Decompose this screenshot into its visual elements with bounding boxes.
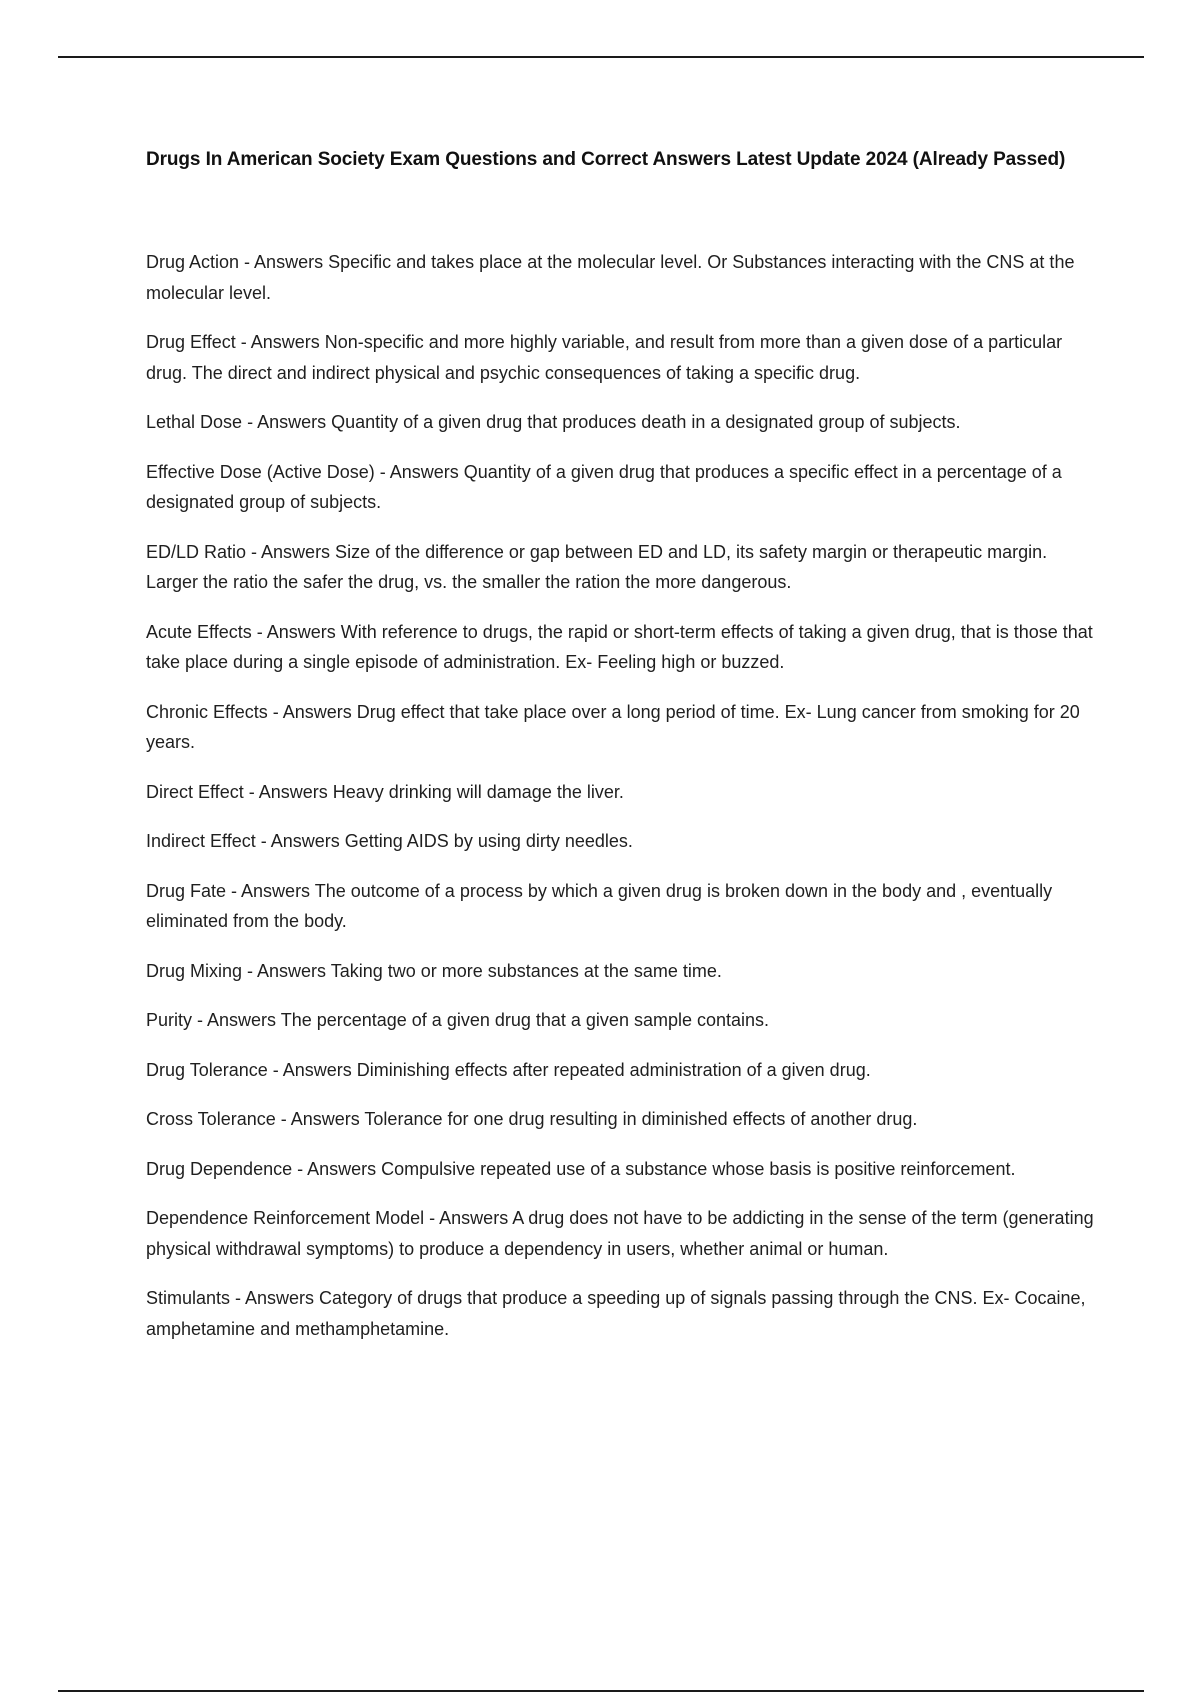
qa-item-drug-fate: Drug Fate - Answers The outcome of a process by which a given drug is broken down in the body and , eventually eliminated from the body.	[146, 880, 1053, 931]
document-body	[146, 146, 1098, 1363]
qa-item-lethal-dose: Lethal Dose - Answers Quantity of a given drug that produces death in a designated group of subjects.	[146, 412, 961, 432]
qa-item-purity: Purity - Answers The percentage of a given drug that a given sample contains.	[146, 1010, 770, 1030]
qa-item-effective-dose: Effective Dose (Active Dose) - Answers Quantity of a given drug that produces a specific effect in a percentage of a designated group of subjects.	[146, 461, 1062, 512]
qa-item-drug-dependence: Drug Dependence - Answers Compulsive repeated use of a substance whose basis is positive reinforcement.	[146, 1158, 1016, 1179]
qa-item-acute-effects: Acute Effects - Answers With reference to drugs, the rapid or short-term effects of taking a given drug, that is those that take place during a single episode of administration. Ex- Feeling high or buzzed.	[146, 621, 1093, 672]
footer-rule	[58, 1690, 1144, 1692]
qa-item-drug-effect: Drug Effect - Answers Non-specific and more highly variable, and result from more than a given dose of a particular drug. The direct and indirect physical and psychic consequences of taking a specific drug.	[146, 332, 1063, 383]
document-title: Drugs In American Society Exam Questions and Correct Answers Latest Update 2024 (Already Passed)	[146, 149, 1066, 170]
qa-list	[146, 247, 1098, 1344]
qa-item-chronic-effects: Chronic Effects - Answers Drug effect that take place over a long period of time. Ex- Lung cancer from smoking for 20 years.	[146, 701, 1080, 752]
qa-item-dependence-reinforcement-model: Dependence Reinforcement Model - Answers A drug does not have to be addicting in the sense of the term (generating physical withdrawal symptoms) to produce a dependency in users, whether animal or human.	[146, 1208, 1094, 1259]
header-rule	[58, 56, 1144, 58]
qa-item-drug-action: Drug Action - Answers Specific and takes place at the molecular level. Or Substances interacting with the CNS at the molecular level.	[146, 252, 1075, 303]
qa-item-cross-tolerance: Cross Tolerance - Answers Tolerance for one drug resulting in diminished effects of another drug.	[146, 1109, 918, 1129]
qa-item-stimulants: Stimulants - Answers Category of drugs that produce a speeding up of signals passing through the CNS. Ex- Cocaine, amphetamine and methamphetamine.	[146, 1288, 1086, 1339]
qa-item-direct-effect: Direct Effect - Answers Heavy drinking will damage the liver.	[146, 781, 624, 802]
qa-item-drug-mixing: Drug Mixing - Answers Taking two or more substances at the same time.	[146, 960, 722, 981]
qa-item-indirect-effect: Indirect Effect - Answers Getting AIDS by using dirty needles.	[146, 831, 633, 851]
qa-item-ed-ld-ratio: ED/LD Ratio - Answers Size of the difference or gap between ED and LD, its safety margin or therapeutic margin. Larger the ratio the safer the drug, vs. the smaller the ration the more dangerous.	[146, 541, 1048, 592]
qa-item-drug-tolerance: Drug Tolerance - Answers Diminishing effects after repeated administration of a given drug.	[146, 1059, 871, 1080]
